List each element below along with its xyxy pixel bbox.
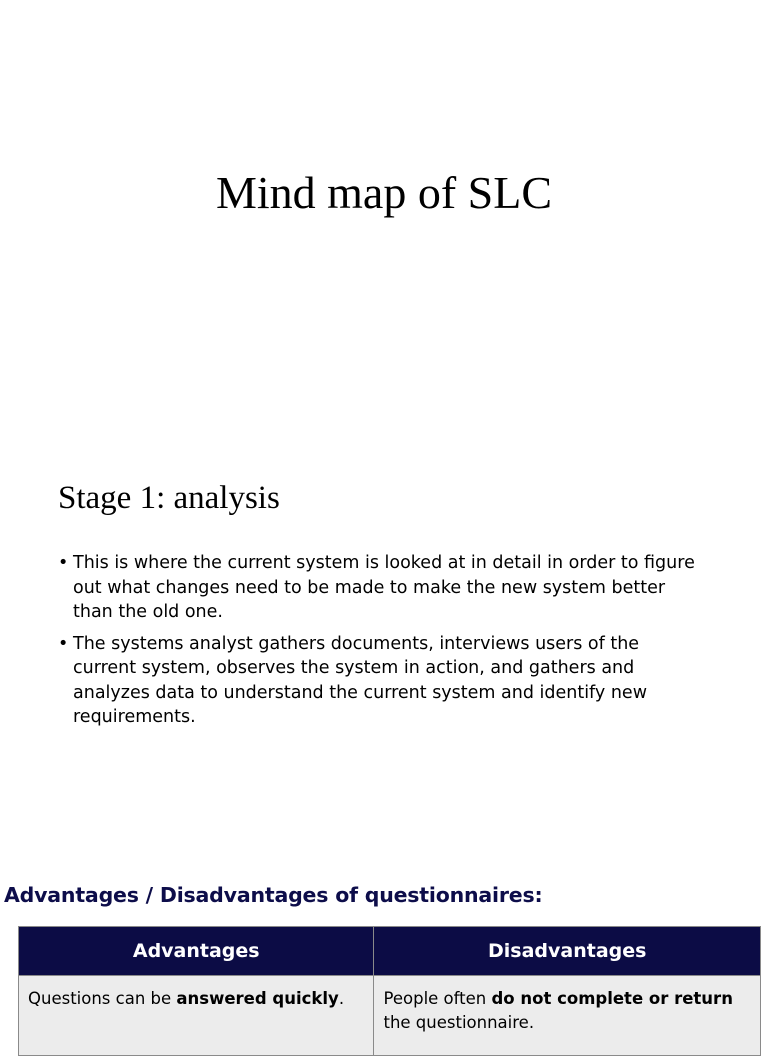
- slide-title: Mind map of SLC: [215, 167, 553, 218]
- table-row: [19, 976, 761, 1056]
- bullet-icon: •: [58, 633, 69, 654]
- bullet-list: [58, 551, 698, 737]
- questionnaire-heading: Advantages / Disadvantages of questionnaires:: [4, 883, 543, 907]
- disadvantage-text-pre: People often: [383, 989, 492, 1008]
- list-item: [58, 551, 698, 625]
- disadvantage-cell: [374, 976, 761, 1056]
- disadvantages-header: Disadvantages: [374, 927, 761, 976]
- bullet-text: The systems analyst gathers documents, interviews users of the current system, observes the system in action, and gathers and analyzes data to understand the current system and identify new requirements.: [73, 633, 648, 727]
- advantage-text-post: .: [338, 989, 345, 1008]
- advantage-text-pre: Questions can be: [28, 989, 177, 1008]
- bullet-text: This is where the current system is looked at in detail in order to figure out what changes need to be made to make the new system better than the old one.: [73, 553, 695, 622]
- advantage-text-bold: answered quickly: [176, 989, 339, 1008]
- disadvantage-text-post: the questionnaire.: [383, 1013, 535, 1032]
- disadvantage-text-bold: do not complete or return: [491, 989, 733, 1008]
- advantages-header: Advantages: [19, 927, 374, 976]
- list-item: [58, 632, 698, 730]
- advantage-cell: [19, 976, 374, 1056]
- table-header-row: [19, 927, 761, 976]
- questionnaire-table: [18, 926, 761, 1056]
- stage-heading: Stage 1: analysis: [58, 480, 280, 516]
- bullet-icon: •: [58, 553, 69, 573]
